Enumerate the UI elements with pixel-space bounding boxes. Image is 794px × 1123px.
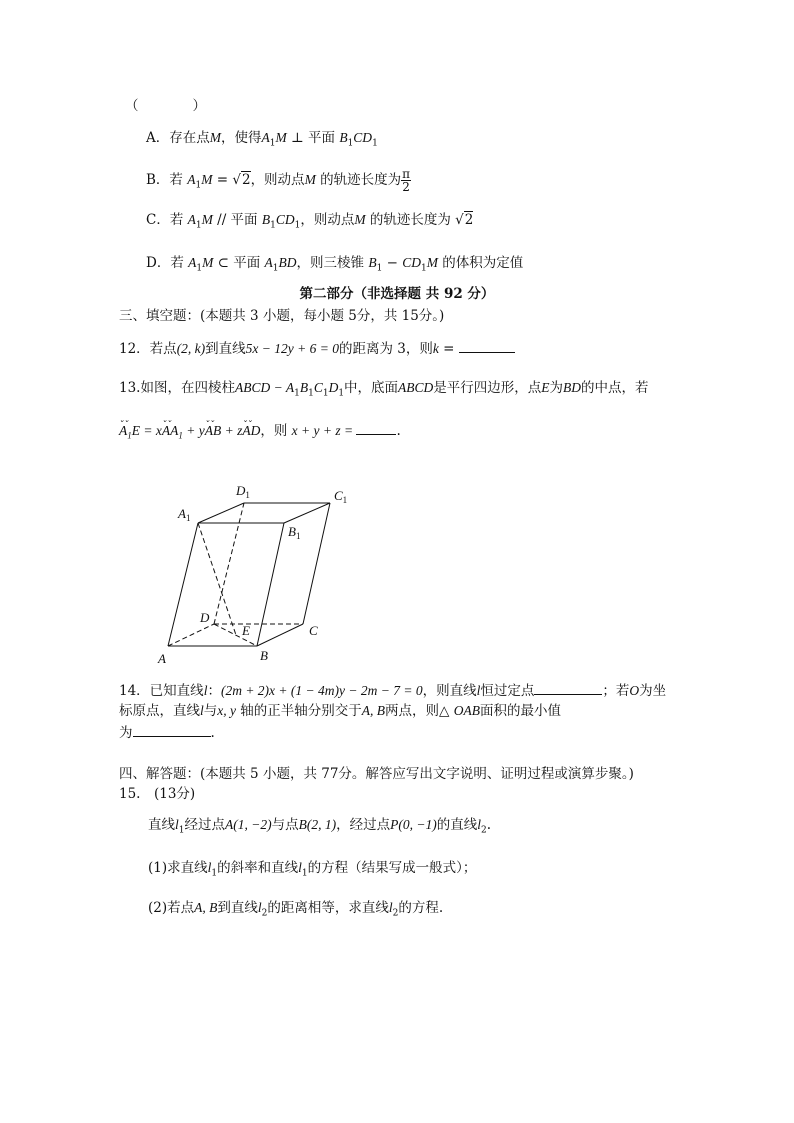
var: OAB — [453, 703, 480, 718]
label-a: A — [158, 651, 166, 666]
sub: 1 — [196, 263, 203, 274]
text: ，则三棱锥 — [296, 255, 369, 271]
sub: 1 — [301, 868, 308, 879]
question-14-line-2 — [119, 701, 561, 721]
edge-a1-d1 — [198, 503, 244, 523]
answer-blank-min-area[interactable] — [133, 722, 211, 737]
text: ，则直线 — [422, 683, 477, 699]
question-13-vector-equation — [119, 420, 401, 446]
var: ABCD — [398, 380, 434, 395]
question-13 — [119, 378, 649, 404]
var: A — [187, 212, 196, 227]
option-a-label: A．存在点 — [146, 130, 210, 146]
sub: 1 — [272, 263, 279, 274]
text: 面积的最小值 — [479, 703, 561, 719]
sub: 1 — [211, 868, 218, 879]
text: 13.如图，在四棱柱 — [119, 380, 235, 396]
sub: 2 — [480, 825, 487, 836]
var: A — [119, 423, 128, 438]
var: M — [201, 212, 213, 227]
answer-blank-fixed-point[interactable] — [534, 680, 602, 695]
answer-blank[interactable] — [356, 420, 396, 435]
answer-blank[interactable] — [459, 338, 515, 353]
text: 经过点 — [184, 817, 225, 833]
edge-d-d1-hidden — [214, 503, 244, 624]
var: E — [541, 380, 550, 395]
text: 为坐 — [639, 683, 667, 699]
label-c: C — [309, 623, 318, 638]
text: ⊂ 平面 — [213, 255, 265, 271]
text: = — [438, 341, 459, 357]
label-d: D — [200, 610, 210, 625]
sum-expression: x + y + z = — [291, 423, 357, 438]
text: = x — [140, 423, 162, 438]
sub: 2 — [261, 908, 268, 919]
equation: 5x − 12y + 6 = 0 — [245, 341, 339, 356]
choice-paren: （ ） — [125, 98, 206, 114]
var: CD — [402, 255, 421, 270]
var: l — [200, 703, 204, 718]
question-15-part-1 — [148, 858, 476, 884]
vector — [162, 421, 183, 446]
option-b-label: B．若 — [146, 172, 188, 188]
var: A, B — [361, 703, 386, 718]
point: B(2, 1) — [298, 817, 337, 832]
text: 与 — [203, 703, 218, 719]
var: M — [275, 130, 287, 145]
edge-b-b1 — [257, 523, 284, 646]
text: 的方程（结果写成一般式）； — [307, 860, 477, 876]
sub: 1 — [195, 220, 202, 231]
var: AA — [161, 423, 179, 438]
question-15-statement — [148, 815, 491, 841]
question-12 — [119, 338, 515, 359]
text: 为 — [119, 725, 133, 741]
text: ；若 — [602, 683, 630, 699]
option-a — [146, 128, 378, 154]
var: B — [299, 380, 309, 395]
edge-c-c1 — [303, 503, 330, 624]
sub: 1 — [294, 388, 300, 399]
var: M — [201, 172, 213, 187]
question-14 — [119, 680, 666, 701]
sqrt-value: 2 — [464, 212, 474, 228]
var: A — [264, 255, 273, 270]
option-d — [146, 253, 523, 279]
text: 到直线 — [205, 341, 246, 357]
var: B — [261, 212, 271, 227]
option-d-label: D．若 — [146, 255, 189, 271]
sub: 1 — [338, 388, 345, 399]
text: ，经过点 — [336, 817, 391, 833]
var: x, y — [217, 703, 236, 718]
label-d1: $D_1$ — [236, 483, 250, 500]
text: ，则动点 — [250, 172, 305, 188]
text: ⊥ 平面 — [286, 130, 340, 146]
sub: 1 — [308, 388, 314, 399]
vector: ⌄⌄ AD — [242, 421, 260, 441]
text: 两点，则△ — [385, 703, 454, 719]
var: M — [426, 255, 438, 270]
text: − — [382, 255, 403, 271]
text: 与点 — [271, 817, 299, 833]
var: M — [354, 212, 366, 227]
text: . — [486, 817, 492, 833]
var: CD — [353, 130, 373, 145]
text: 的中点，若 — [581, 380, 649, 396]
var: A — [187, 172, 196, 187]
var: A — [188, 255, 197, 270]
text: (2)若点 — [148, 900, 195, 916]
text: 恒过定点 — [480, 683, 535, 699]
option-c: C．若 $A_1M$ // 平面 $B_1CD_1$，则动点M 的轨迹长度为 √2 — [146, 212, 474, 231]
text: 直线 — [148, 817, 175, 833]
text: + z — [221, 423, 243, 438]
text: 14．已知直线 — [119, 683, 204, 699]
label-b: B — [260, 648, 268, 663]
text: = — [212, 172, 233, 188]
text: 轴的正半轴分别交于 — [236, 703, 362, 719]
point: P(0, −1) — [390, 817, 437, 832]
section-three-title: 三、填空题：(本题共 3 小题，每小题 5分，共 15分。) — [119, 308, 445, 324]
var: l — [203, 683, 208, 698]
text: . — [396, 423, 401, 439]
equation: (2m + 2)x + (1 − 4m)y − 2m − 7 = 0 — [220, 683, 423, 698]
option-c-label: C．若 — [146, 212, 188, 228]
text: ，则动点 — [300, 212, 355, 228]
label-a1: $A_1$ — [178, 506, 191, 523]
sub: 1 — [347, 138, 354, 149]
var: BD — [563, 380, 582, 395]
sub: 1 — [127, 430, 132, 441]
text: 的体积为定值 — [437, 255, 524, 271]
sub: 1 — [420, 263, 427, 274]
var: l — [175, 817, 179, 832]
var: C — [313, 380, 323, 395]
text: // 平面 — [212, 212, 262, 228]
var: l — [477, 817, 481, 832]
var: l — [476, 683, 481, 698]
point: A(1, −2) — [225, 817, 272, 832]
label-b1: $B_1$ — [288, 524, 301, 541]
sub: 1 — [376, 263, 383, 274]
label-e: E — [242, 623, 250, 638]
text: 的斜率和直线 — [217, 860, 299, 876]
sub: 1 — [178, 430, 183, 441]
text: 到直线 — [217, 900, 258, 916]
parallelepiped-figure — [150, 478, 360, 668]
var: CD — [275, 212, 295, 227]
text: 的轨迹长度为 — [365, 212, 456, 228]
var: B — [368, 255, 377, 270]
var: B — [339, 130, 348, 145]
var: ABCD − A — [234, 380, 295, 395]
sub: 1 — [269, 138, 276, 149]
var: A — [261, 130, 270, 145]
section-four-title: 四、解答题：(本题共 5 小题，共 77分。解答应写出文字说明、证明过程或演算步聚。) — [119, 766, 634, 782]
var: M — [202, 255, 214, 270]
text: 的直线 — [436, 817, 478, 833]
text: 的距离相等，求直线 — [267, 900, 389, 916]
text: ，使得 — [221, 130, 262, 146]
sqrt-value: 2 — [241, 172, 251, 188]
text: ，则 — [260, 423, 292, 439]
text: 12．若点 — [119, 341, 177, 357]
text: 为 — [549, 380, 564, 396]
text: 标原点，直线 — [119, 703, 200, 719]
sub: 1 — [178, 825, 185, 836]
var: A, B — [194, 900, 218, 915]
text: 的方程. — [398, 900, 444, 916]
edge-b-c — [257, 624, 303, 646]
var: M — [209, 130, 221, 145]
sub: 1 — [195, 180, 202, 191]
text: 的轨迹长度为 — [315, 172, 402, 188]
option-b: B．若 $A_1M = √2$，则动点M 的轨迹长度为 $\frac{\pi}{2}$ — [146, 167, 410, 194]
text: (1)求直线 — [148, 860, 208, 876]
sub: 1 — [294, 220, 301, 231]
var: O — [629, 683, 640, 698]
edge-a-d-hidden — [168, 624, 214, 646]
text: ： — [207, 683, 221, 699]
part-two-title: 第二部分（非选择题 共 92 分） — [299, 286, 495, 302]
diagonal-d-b-hidden — [214, 624, 257, 646]
sub: 2 — [392, 908, 399, 919]
var: k — [432, 341, 439, 356]
var: D — [328, 380, 339, 395]
var: l — [298, 860, 302, 875]
text: + y — [182, 423, 205, 438]
question-14-line-3 — [119, 722, 215, 743]
sub: 1 — [372, 138, 378, 149]
var: l — [388, 900, 393, 915]
denominator: 2 — [402, 180, 410, 194]
sub: 1 — [270, 220, 276, 231]
edge-a-a1 — [168, 523, 198, 646]
var: M — [304, 172, 316, 187]
label-c1: $C_1$ — [334, 488, 348, 505]
var: E — [131, 423, 140, 438]
text: . — [210, 725, 215, 741]
var: l — [257, 900, 262, 915]
edge-c1-b1 — [284, 503, 330, 523]
text: 是平行四边形，点 — [433, 380, 542, 396]
sub: 1 — [322, 388, 329, 399]
question-15-header: 15. (13分) — [119, 786, 196, 802]
var: l — [207, 860, 212, 875]
question-15-part-2 — [148, 898, 443, 924]
text: 的距离为 3，则 — [339, 341, 433, 357]
vector — [119, 421, 140, 446]
vector: ⌄⌄ AB — [205, 421, 222, 441]
var: BD — [278, 255, 297, 270]
fraction — [401, 168, 411, 193]
point: (2, k) — [176, 341, 206, 356]
text: 中，底面 — [344, 380, 399, 396]
numerator: π — [402, 167, 410, 181]
